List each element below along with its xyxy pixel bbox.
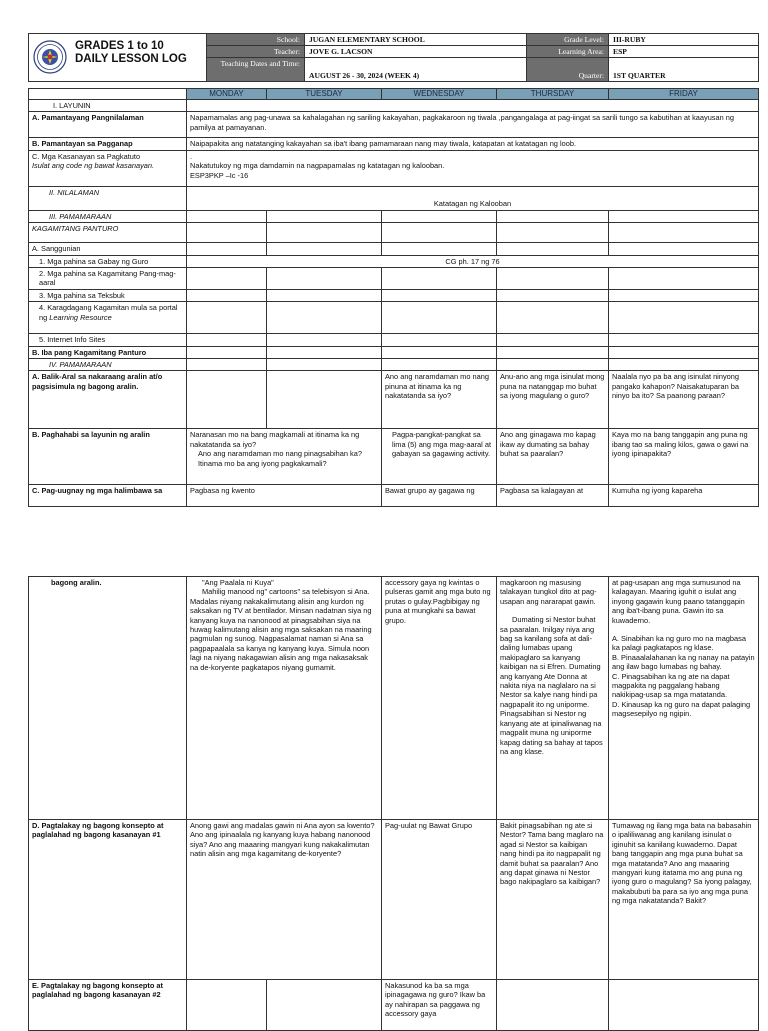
s4-label-lr: Learning Resource: [49, 312, 112, 322]
grade-value: III-RUBY: [609, 34, 759, 46]
row-rd-label: D. Pagtalakay ng bagong konsepto at paglalahad ng bagong kasanayan #1: [29, 820, 187, 980]
dates-label: Teaching Dates and Time:: [207, 58, 305, 82]
row-rc-fri: [609, 577, 759, 820]
row-ra-fri: Naalala nyo pa ba ang isinulat ninyong pangako kahapon? Naisakatuparan ba ninyo ba ito? Sa paanong paraan?: [609, 371, 759, 429]
row-re-label: E. Pagtalakay ng bagong konsepto at paglalahad ng bagong kasanayan #2: [29, 980, 187, 1031]
row-rc-mt-top: Pagbasa ng kwento: [187, 485, 382, 507]
row-rb-mt: [187, 429, 382, 485]
row-rc-thu-1: magkaroon ng masusing talakayan tungkol dito at pag-usapan ang nararapat gawin.: [500, 578, 597, 606]
deped-seal-icon: [33, 40, 67, 74]
row-rb-fri: Kaya mo na bang tanggapin ang puna ng ibang tao sa maling kilos, gawa o gawi na iyong ipinapakita?: [609, 429, 759, 485]
row-rc-label: C. Pag-uugnay ng mga halimbawa sa: [29, 485, 187, 507]
row-rc-mt: [187, 577, 382, 820]
row-c-label-cell: [29, 150, 187, 186]
teacher-value: JOVE G. LACSON: [305, 46, 527, 58]
row-b-label: B. Pamantayan sa Pagganap: [29, 138, 187, 150]
quarter-value: 1ST QUARTER: [609, 58, 759, 82]
row-rc-fri-a: A. Sinabihan ka ng guro mo na magbasa ka palagi pagkatapos ng klase.: [612, 634, 746, 653]
row-rb-mt-3: Itinama mo ba ang iyong pagkakamali?: [198, 458, 327, 468]
sanggunian-label: A. Sanggunian: [29, 243, 187, 255]
row-c-text: Nakatutukoy ng mga damdamin na nagpapamalas ng katatagan ng kalooban.: [190, 161, 445, 171]
quarter-label: Quarter:: [527, 58, 609, 82]
row-rc-thu-top: Pagbasa sa kalagayan at: [497, 485, 609, 507]
layunin-heading: I. LAYUNIN: [29, 100, 187, 112]
row-rd-mt: Anong gawi ang madalas gawin ni Ana ayon sa kwento? Ano ang ipinaalala ng kanyang kuya habang nanonood siya? Ano ang maaaring mangyari kung nakakalimutan natin alisin ang mga kagamitang de-koryente?: [187, 820, 382, 980]
row-rc-thu: [497, 577, 609, 820]
row-a-label: A. Pamantayang Pangnilalaman: [29, 112, 187, 138]
row-c-sub: Isulat ang code ng bawat kasanayan.: [32, 161, 155, 171]
s1-label: 1. Mga pahina sa Gabay ng Guro: [29, 255, 187, 267]
row-rc-thu-2: Dumating si Nestor buhat sa paaralan. Inilgay niya ang bag sa kanilang sofa at dali-daling lumabas upang makipaglaro sa kanyang kaibigan na si Efren. Dumating ang kanyang Ate Donna at nakita niya na naglalaro na si Nestor sa kalye nang hindi pa nagpapalit ito ng uniporme. Pinagsabihan si Nestor ng kanyang ate at ipinaliwanag na magpalit muna ng uniporme kapag dating sa bahay at tapos na ang klase.: [500, 615, 603, 756]
row-rc-wed: accessory gaya ng kwintas o pulseras gamit ang mga buto ng prutas o gulay.Pagbibigay ng puna at mungkahi sa bawat grupo.: [382, 577, 497, 820]
col-wednesday: WEDNESDAY: [382, 89, 497, 100]
dates-value: AUGUST 26 - 30, 2024 (WEEK 4): [305, 58, 527, 82]
col-tuesday: TUESDAY: [267, 89, 382, 100]
school-label: School:: [207, 34, 305, 46]
row-rc-mt-story: Mahilig manood ng" cartoons" sa telebisyon si Ana. Madalas niyang nakakalimutang alisin ang kurdon ng saksakan ng TV at bentilador. Minsan nadatnan siya ng kanyang kuya na nanonood at pinagsabihan siya na huwag kalimutang alisin ang mga saksakan na maaring pagmulan ng sunog. Nagpasalamat naman si Ana sa pagpapaalala sa kanya ng kanyang kuya. Simula noon lagi na niyang nakagawian alisin ang mga nakasaksak na de-koryente pagkatapos niyang gumamit.: [190, 587, 372, 672]
row-rb-wed: Pagpa-pangkat-pangkat sa lima (5) ang mga mag-aaral at gabayan sa gagawing activity.: [382, 429, 497, 485]
s1-text: CG ph. 17 ng 76: [187, 255, 759, 267]
row-ra-label: A. Balik-Aral sa nakaraang aralin at/o pagsisimula ng bagong aralin.: [29, 371, 187, 429]
row-rb-mt-1: Naranasan mo na bang magkamali at itinama ka ng nakatatanda sa iyo?: [190, 430, 360, 449]
row-rc-fri-top: Kumuha ng iyong kapareha: [609, 485, 759, 507]
row-rc-label-cont: bagong aralin.: [29, 577, 187, 820]
iv-heading: IV. PAMAMARAAN: [29, 359, 187, 371]
school-value: JUGAN ELEMENTARY SCHOOL: [305, 34, 527, 46]
header-title-cell: [29, 34, 207, 82]
row-rb-label: B. Paghahabi sa layunin ng aralin: [29, 429, 187, 485]
row-ra-thu: Anu-ano ang mga isinulat mong puna na natanggap mo buhat sa iyong magulang o guro?: [497, 371, 609, 429]
row-rd-wed: Pag-uulat ng Bawat Grupo: [382, 820, 497, 980]
kagamitan-heading: KAGAMITANG PANTURO: [29, 223, 187, 243]
row-re-wed: Nakasunod ka ba sa mga ipinagagawa ng guro? Ikaw ba ay nahirapan sa paggawa ng accessory gaya: [382, 980, 497, 1031]
row-c-dot: .: [190, 151, 193, 161]
row-a-text: Napamamalas ang pag-unawa sa kahalagahan ng sariling kakayahan, pagkakaroon ng tiwala ,pangangalaga at pag-iingat sa sarili tungo sa kabutihan at kaayusan ng pamilya at pamayanan.: [187, 112, 759, 138]
lesson-grid-page2: [28, 576, 759, 1031]
iba-label: B. Iba pang Kagamitang Panturo: [29, 346, 187, 358]
row-c-label: C. Mga Kasanayan sa Pagkatuto: [32, 151, 141, 161]
row-c-text-cell: [187, 150, 759, 186]
row-rc-wed-top: Bawat grupo ay gagawa ng: [382, 485, 497, 507]
col-thursday: THURSDAY: [497, 89, 609, 100]
row-c-code: ESP3PKP –Ic -16: [190, 170, 249, 180]
title-line-1: GRADES 1 to 10: [75, 40, 164, 52]
s3-label: 3. Mga pahina sa Teksbuk: [29, 289, 187, 301]
grade-label: Grade Level:: [527, 34, 609, 46]
lesson-grid: [28, 88, 759, 507]
teacher-label: Teacher:: [207, 46, 305, 58]
row-rc-fri-1: at pag-usapan ang mga sumusunod na kalagayan. Maaring iguhit o isulat ang inyong gagawin kung paano tatanggapin ang iba't-ibang puna. Gawin ito sa kuwaderno.: [612, 578, 745, 625]
row-rc-mt-title: "Ang Paalala ni Kuya": [202, 578, 274, 587]
row-rb-thu: Ano ang ginagawa mo kapag ikaw ay dumating sa bahay buhat sa paaralan?: [497, 429, 609, 485]
row-rc-fri-d: D. Kinausap ka ng guro na dapat palaging magsesepilyo ng ngipin.: [612, 699, 751, 719]
row-rb-mt-2: Ano ang naramdaman mo nang pinagsabihan ka?: [198, 449, 362, 459]
row-rd-thu: Bakit pinagsabihan ng ate si Nestor? Tama bang maglaro na agad si Nestor sa kaibigan nang hindi pa ito nagpapalit ng damit buhat sa paaralan? Ano ang dapat ginawa ni Nestor bago nakipaglaro sa kaibigan?: [497, 820, 609, 980]
row-ra-wed: Ano ang naramdaman mo nang pinuna at itinama ka ng nakatatanda sa iyo?: [382, 371, 497, 429]
row-rc-fri-c: C. Pinagsabihan ka ng ate na dapat magpakita ng paggalang habang nakikipag-usap sa mga matatanda.: [612, 671, 730, 700]
pamamaraan-heading: III. PAMAMARAAN: [29, 210, 187, 222]
area-label: Learning Area:: [527, 46, 609, 58]
row-b-text: Naipapakita ang natatanging kakayahan sa iba't ibang pamamaraan nang may tiwala, katapatan at katatagan ng loob.: [187, 138, 759, 150]
nilalaman-text: Katatagan ng Kalooban: [187, 186, 759, 210]
title-line-2: DAILY LESSON LOG: [75, 53, 187, 65]
s4-label-main: 4. Karagdagang Kagamitan mula sa portal ng: [39, 303, 178, 322]
row-rc-fri-b: B. Pinaaalalahanan ka ng nanay na patayin ang ilaw bago lumabas ng bahay.: [612, 652, 755, 672]
nilalaman-heading: II. NILALAMAN: [29, 186, 187, 210]
s5-label: 5. Internet Info Sites: [29, 334, 187, 346]
col-monday: MONDAY: [187, 89, 267, 100]
col-friday: FRIDAY: [609, 89, 759, 100]
s4-label: [29, 302, 187, 334]
s2-label: 2. Mga pahina sa Kagamitang Pang-mag-aaral: [29, 268, 187, 290]
header-table: [28, 33, 759, 82]
row-rd-fri: Tumawag ng ilang mga bata na babasahin o ipaliliwanag ang kanilang isinulat o iginuhit sa kanilang kuwaderno. Dapat bang tanggapin ang mga puna buhat sa mga matatanda? Ano ang maaaring mangyari kung itatama mo ang puna ng iyong guro o magulang? Sa iyong palagay, makabubuti ba para sa iyo ang mga puna ng mga nakatatanda? Bakit?: [609, 820, 759, 980]
area-value: ESP: [609, 46, 759, 58]
row-re-mt: [187, 980, 382, 1031]
